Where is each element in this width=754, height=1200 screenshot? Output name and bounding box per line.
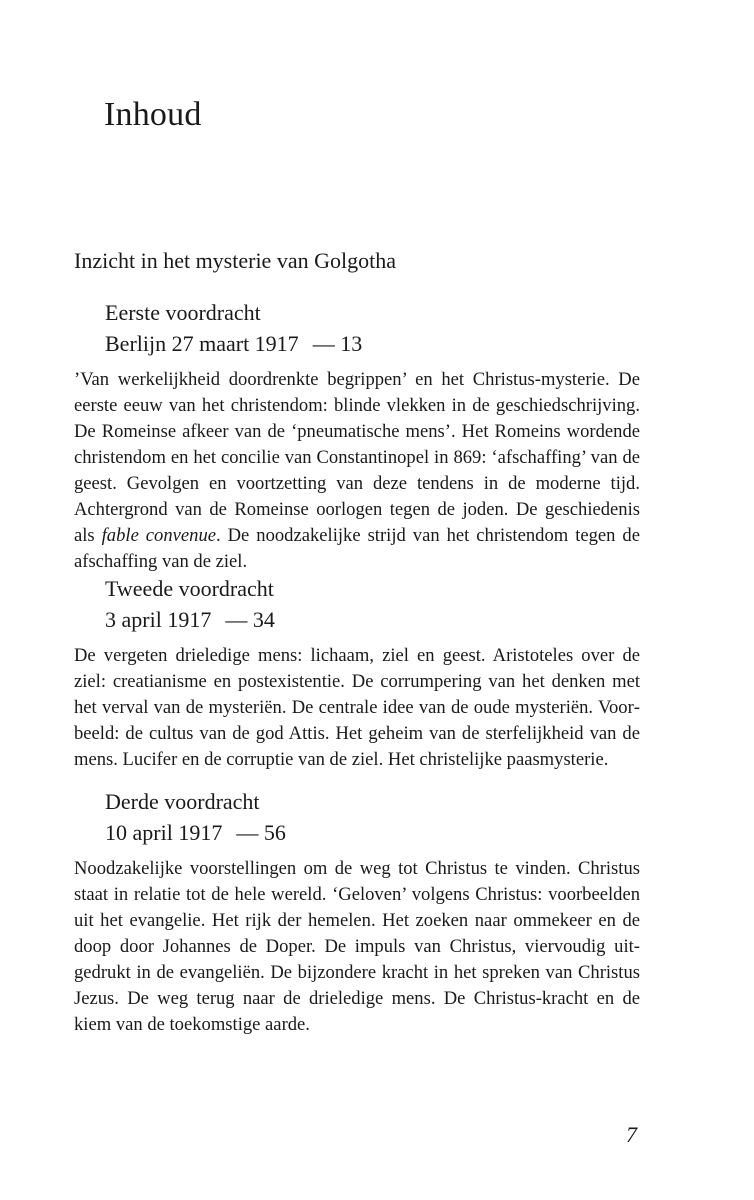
lecture-summary-italic: fable convenue (101, 525, 216, 546)
lecture-place-date-line (105, 604, 640, 635)
lecture-heading (74, 786, 640, 848)
lecture-title: Eerste voordracht (105, 300, 261, 325)
part-title: Inzicht in het mysterie van Golgotha (74, 248, 396, 273)
lecture-page-reference: — 34 (225, 607, 275, 632)
lecture-title: Tweede voordracht (105, 576, 274, 601)
lecture-place-date-line (105, 817, 640, 848)
page-title: Inhoud (104, 96, 202, 133)
toc-entry-lecture-3 (74, 786, 640, 1038)
lecture-page-reference: — 13 (312, 331, 363, 356)
lecture-summary-text: ’Van werkelijkheid doordrenkte begrippen’ en het Christus-mysterie. De eerste eeuw van het christendom: blinde vlekken in de geschiedschrijving. De Romeinse afkeer van de ‘pneumatische mens’. Het Romeins wordende christendom en het concilie van Constantinopel in 869: ‘afschaffing’ van de geest. Gevolgen en voortzetting van deze tendens in de moderne tijd. Achtergrond van de Romeinse oorlogen tegen de joden. De geschiedenis als (74, 369, 640, 546)
lecture-summary: Noodzakelijke voorstellingen om de weg tot Christus te vinden. Christus staat in relatie tot de hele wereld. ‘Geloven’ volgens Christus: voorbeelden uit het evangelie. Het rijk der hemelen. Het zoeken naar ommekeer en de doop door Johannes de Doper. De impuls van Christus, viervoudig uitgedrukt in de evangeliën. De bijzondere kracht in het spreken van Christus Jezus. De weg terug naar de drieledige mens. De Christus-kracht en de kiem van de toekomstige aarde. (74, 858, 640, 1035)
lecture-place-date-line (105, 328, 640, 359)
lecture-heading (74, 573, 640, 635)
page-number: 7 (626, 1122, 637, 1147)
lecture-summary (74, 367, 640, 575)
lecture-summary-text-end: . De noodzakelijke strijd van het christendom tegen de afschaffing van de ziel. (74, 525, 640, 572)
toc-entry-lecture-2 (74, 573, 640, 773)
lecture-page-reference: — 56 (236, 820, 286, 845)
lecture-place-date: 3 april 1917 (105, 607, 212, 632)
lecture-place-date: Berlijn 27 maart 1917 (105, 331, 299, 356)
lecture-heading (74, 297, 640, 359)
lecture-place-date: 10 april 1917 (105, 820, 223, 845)
lecture-title: Derde voordracht (105, 789, 260, 814)
toc-entry-lecture-1 (74, 297, 640, 575)
lecture-summary: De vergeten drieledige mens: lichaam, ziel en geest. Aristoteles over de ziel: creatianisme en postexistentie. De corrumpering van het denken met het verval van de mysteriën. De centrale idee van de oude mysteriën. Voorbeeld: de cultus van de god Attis. Het geheim van de sterfelijkheid van de mens. Lucifer en de corruptie van de ziel. Het christelijke paasmysterie. (74, 645, 640, 770)
